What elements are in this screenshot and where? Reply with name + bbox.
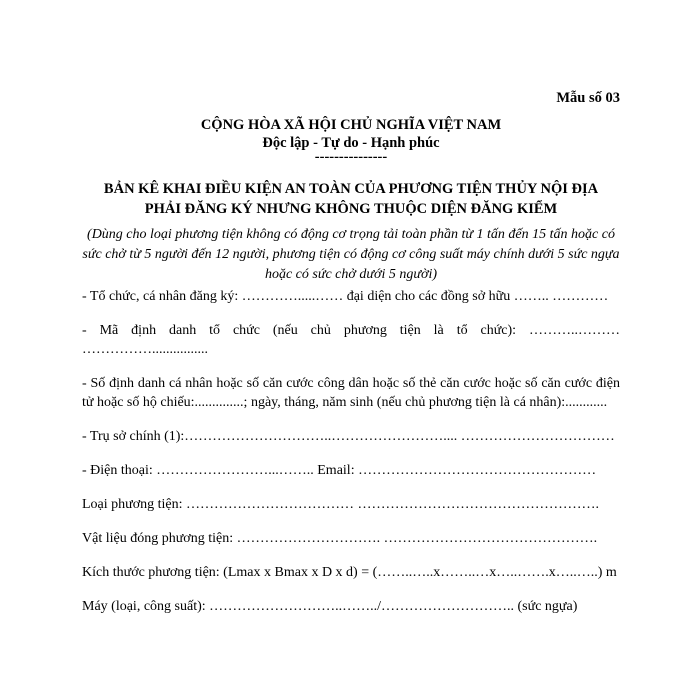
field-engine: Máy (loại, công suất): ………………………..……../……………………….. (sức ngựa) <box>82 599 578 614</box>
title-line-2: PHẢI ĐĂNG KÝ NHƯNG KHÔNG THUỘC DIỆN ĐĂNG KIỂM <box>144 201 558 217</box>
field-vessel-type: Loại phương tiện: ……………………………… ……………………………………………. <box>82 497 600 512</box>
country-name: CỘNG HÒA XÃ HỘI CHỦ NGHĨA VIỆT NAM <box>200 117 502 133</box>
header-divider: --------------- <box>314 149 388 165</box>
national-header <box>82 116 620 164</box>
document-subtitle: (Dùng cho loại phương tiện không có động cơ trọng tải toàn phần từ 1 tấn đến 15 tấn hoặc có sức chở từ 5 người đến 12 người, phương tiện có động cơ công suất máy chính dưới 5 sức ngựa hoặc có sức chở dưới 5 người) <box>82 227 620 282</box>
form-number: Mẫu số 03 <box>556 90 620 106</box>
national-motto: Độc lập - Tự do - Hạnh phúc <box>262 135 440 151</box>
form-fields <box>82 287 620 631</box>
field-head-office: - Trụ sở chính (1):…………………………..…………………….... …………………………… <box>82 429 615 444</box>
field-personal-id: - Số định danh cá nhân hoặc số căn cước công dân hoặc số thẻ căn cước hoặc số căn cước điện tử hoặc số hộ chiếu:..............; ngày, tháng, năm sinh (nếu chủ phương tiện là cá nhân):............ <box>82 376 620 410</box>
field-vessel-dimensions: Kích thước phương tiện: (Lmax x Bmax x D x d) = (……..…..x……..…x…..…….x…..…..) m <box>82 565 617 580</box>
field-phone-email: - Điện thoại: ……………………...…….. Email: …………………………………………… <box>82 463 597 478</box>
field-registrant: - Tổ chức, cá nhân đăng ký: ………….....…… đại diện cho các đồng sở hữu …….. ………… <box>82 289 609 304</box>
document-page <box>82 0 620 700</box>
document-title <box>82 179 620 219</box>
field-build-material: Vật liệu đóng phương tiện: …………………………. ………………………………………. <box>82 531 598 546</box>
title-line-1: BẢN KÊ KHAI ĐIỀU KIỆN AN TOÀN CỦA PHƯƠNG TIỆN THỦY NỘI ĐỊA <box>103 181 599 197</box>
field-organization-id: - Mã định danh tổ chức (nếu chủ phương tiện là tổ chức): ………..……… ……………................ <box>82 323 620 357</box>
